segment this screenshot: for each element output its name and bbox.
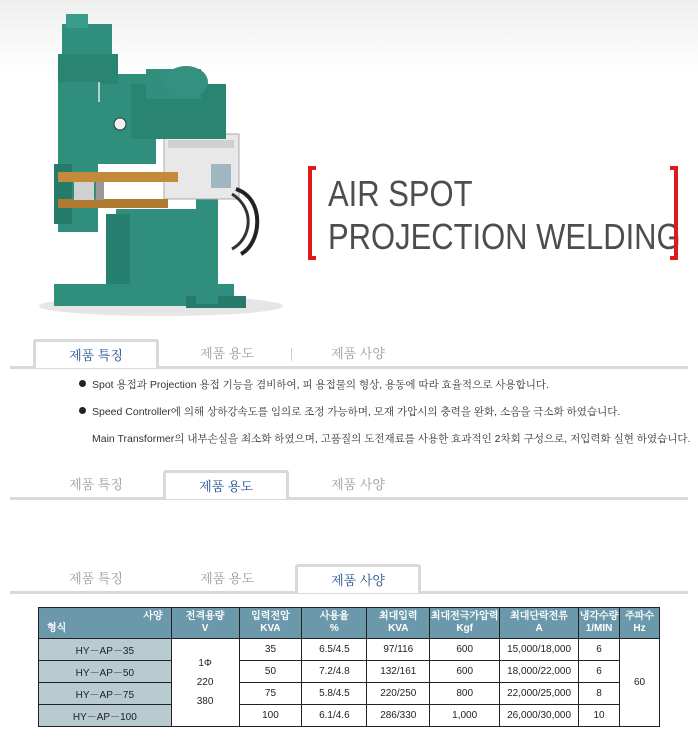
title-line-1: AIR SPOT: [328, 173, 473, 214]
cooling-cell: 8: [579, 683, 620, 705]
tab-usage[interactable]: 제품 용도: [163, 470, 289, 499]
tabbar-usage: [10, 470, 688, 500]
tab-usage[interactable]: 제품 용도: [200, 571, 254, 586]
tab-spec[interactable]: 제품 사양: [295, 564, 421, 593]
table-row: [39, 705, 660, 727]
title-text: [328, 172, 681, 258]
bullet-icon: [79, 380, 86, 387]
title-line-2: PROJECTION WELDING: [328, 216, 681, 257]
cooling-cell: 6: [579, 639, 620, 661]
corner-spec-label: 사양: [143, 611, 163, 622]
model-cell: HY－AP－50: [39, 661, 172, 683]
kva-cell: 75: [239, 683, 302, 705]
current-cell: 15,000/18,000: [500, 639, 579, 661]
table-row: [39, 683, 660, 705]
max-input-cell: 220/250: [367, 683, 430, 705]
max-input-cell: 97/116: [367, 639, 430, 661]
model-cell: HY－AP－100: [39, 705, 172, 727]
corner-model-label: 형식: [47, 623, 67, 634]
force-cell: 1,000: [430, 705, 500, 727]
duty-cell: 7.2/4.8: [302, 661, 367, 683]
tabbar-feature: [10, 339, 688, 369]
tab-feature[interactable]: 제품 특징: [69, 571, 123, 586]
spec-table: [38, 607, 660, 727]
column-header: 최대전극가압력 Kgf: [430, 608, 500, 639]
max-input-cell: 286/330: [367, 705, 430, 727]
model-cell: HY－AP－35: [39, 639, 172, 661]
current-cell: 18,000/22,000: [500, 661, 579, 683]
column-header: 주파수 Hz: [620, 608, 660, 639]
tab-feature[interactable]: 제품 특징: [33, 339, 159, 368]
model-cell: HY－AP－75: [39, 683, 172, 705]
kva-cell: 50: [239, 661, 302, 683]
current-cell: 22,000/25,000: [500, 683, 579, 705]
force-cell: 600: [430, 639, 500, 661]
duty-cell: 5.8/4.5: [302, 683, 367, 705]
kva-cell: 35: [239, 639, 302, 661]
tab-feature[interactable]: 제품 특징: [69, 477, 123, 492]
duty-cell: 6.1/4.6: [302, 705, 367, 727]
column-header: 최대단락전류 A: [500, 608, 579, 639]
tab-usage[interactable]: 제품 용도: [200, 346, 254, 361]
bullet-icon: [79, 407, 86, 414]
tab-spec[interactable]: 제품 사양: [331, 346, 385, 361]
title-bracket-left: [308, 166, 316, 260]
tabbar-spec: [10, 564, 688, 594]
feature-item-2: Speed Controller에 의해 상하강속도를 임의로 조정 가능하며, 모재 가압시의 충력을 완화, 소음을 극소화 하였습니다.: [79, 404, 620, 419]
table-header-row: [39, 608, 660, 639]
column-header: 냉각수량 1/MIN: [579, 608, 620, 639]
feature-item-3: Main Transformer의 내부손실을 최소화 하였으며, 고품질의 도전재료를 사용한 효과적인 2차회 구성으로, 저입력화 실현 하였습니다.: [92, 433, 691, 445]
tab-separator: [291, 348, 292, 361]
table-row: [39, 661, 660, 683]
tab-spec[interactable]: 제품 사양: [331, 477, 385, 492]
kva-cell: 100: [239, 705, 302, 727]
frequency-cell: 60: [620, 639, 660, 727]
duty-cell: 6.5/4.5: [302, 639, 367, 661]
table-row: [39, 639, 660, 661]
feature-item-1: Spot 용접과 Projection 용접 기능을 겸비하여, 피 용접물의 형상, 용동에 따라 효율적으로 사용합니다.: [79, 377, 549, 392]
product-title: [308, 166, 681, 262]
title-bracket-right: [670, 166, 678, 260]
max-input-cell: 132/161: [367, 661, 430, 683]
voltage-cell: 1Φ 220 380: [171, 639, 239, 727]
column-header: 최대입력 KVA: [367, 608, 430, 639]
force-cell: 600: [430, 661, 500, 683]
cooling-cell: 10: [579, 705, 620, 727]
current-cell: 26,000/30,000: [500, 705, 579, 727]
table-corner-header: [39, 608, 172, 639]
cooling-cell: 6: [579, 661, 620, 683]
column-header: 사용율 %: [302, 608, 367, 639]
column-header: 입력전압 KVA: [239, 608, 302, 639]
force-cell: 800: [430, 683, 500, 705]
welding-machine-image: [36, 14, 286, 319]
column-header: 전격용량 V: [171, 608, 239, 639]
